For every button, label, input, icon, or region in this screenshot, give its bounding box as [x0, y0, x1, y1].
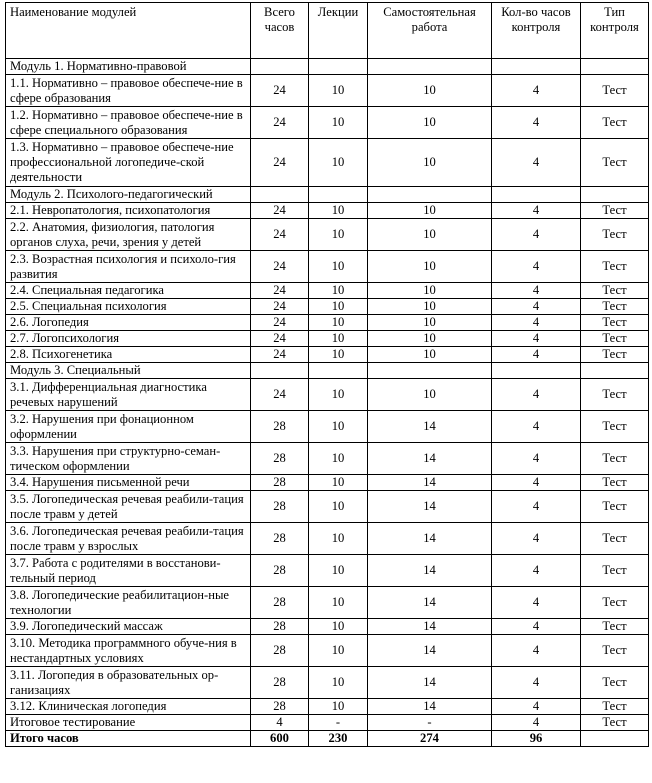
cell-type: Тест — [581, 347, 649, 363]
cell-self: 10 — [368, 379, 492, 411]
cell-type: Тест — [581, 619, 649, 635]
header-self: Самостоятельная работа — [368, 3, 492, 59]
cell-total: 28 — [251, 635, 309, 667]
cell-total: 28 — [251, 699, 309, 715]
cell-control: 4 — [492, 667, 581, 699]
cell-self: 14 — [368, 523, 492, 555]
empty-cell — [309, 187, 368, 203]
cell-lectures: 10 — [309, 315, 368, 331]
table-row — [6, 315, 649, 331]
cell-name: 2.3. Возрастная психология и психоло-гия развития — [6, 251, 251, 283]
cell-name: 3.12. Клиническая логопедия — [6, 699, 251, 715]
cell-lectures: 10 — [309, 555, 368, 587]
cell-type: Тест — [581, 443, 649, 475]
table-row — [6, 491, 649, 523]
empty-cell — [251, 59, 309, 75]
header-lectures: Лекции — [309, 3, 368, 59]
cell-control: 4 — [492, 331, 581, 347]
table-row — [6, 715, 649, 731]
table-row — [6, 75, 649, 107]
module-row — [6, 187, 649, 203]
cell-type: Тест — [581, 555, 649, 587]
cell-self: 10 — [368, 251, 492, 283]
empty-cell — [581, 363, 649, 379]
cell-total: 24 — [251, 139, 309, 187]
cell-control: 4 — [492, 491, 581, 523]
cell-name: 3.1. Дифференциальная диагностика речевых нарушений — [6, 379, 251, 411]
empty-cell — [368, 59, 492, 75]
cell-control: 4 — [492, 587, 581, 619]
cell-self: 14 — [368, 587, 492, 619]
cell-type: Тест — [581, 283, 649, 299]
cell-total: 24 — [251, 299, 309, 315]
cell-type: Тест — [581, 587, 649, 619]
table-row — [6, 347, 649, 363]
cell-total: 28 — [251, 555, 309, 587]
cell-name: 3.5. Логопедическая речевая реабили-тация после травм у детей — [6, 491, 251, 523]
cell-control: 4 — [492, 411, 581, 443]
cell-lectures: 10 — [309, 667, 368, 699]
cell-lectures: 230 — [309, 731, 368, 747]
cell-self: 10 — [368, 283, 492, 299]
cell-lectures: 10 — [309, 411, 368, 443]
table-row — [6, 107, 649, 139]
cell-lectures: 10 — [309, 699, 368, 715]
cell-self: 14 — [368, 555, 492, 587]
cell-self: 10 — [368, 75, 492, 107]
header-control: Кол-во часов контроля — [492, 3, 581, 59]
module-title: Модуль 1. Нормативно-правовой — [6, 59, 251, 75]
cell-total: 28 — [251, 523, 309, 555]
table-row — [6, 523, 649, 555]
cell-self: 10 — [368, 219, 492, 251]
cell-total: 24 — [251, 75, 309, 107]
empty-cell — [251, 187, 309, 203]
module-title: Модуль 2. Психолого-педагогический — [6, 187, 251, 203]
cell-name: 1.2. Нормативно – правовое обеспече-ние в сфере специального образования — [6, 107, 251, 139]
table-row — [6, 219, 649, 251]
cell-total: 4 — [251, 715, 309, 731]
cell-lectures: 10 — [309, 475, 368, 491]
cell-total: 28 — [251, 443, 309, 475]
cell-control: 4 — [492, 475, 581, 491]
cell-name: 2.2. Анатомия, физиология, патология органов слуха, речи, зрения у детей — [6, 219, 251, 251]
cell-self: 14 — [368, 411, 492, 443]
cell-lectures: 10 — [309, 347, 368, 363]
cell-control: 4 — [492, 203, 581, 219]
cell-control: 4 — [492, 75, 581, 107]
table-row — [6, 251, 649, 283]
cell-control: 4 — [492, 299, 581, 315]
cell-control: 96 — [492, 731, 581, 747]
header-name: Наименование модулей — [6, 3, 251, 59]
cell-self: 14 — [368, 443, 492, 475]
cell-name: 2.8. Психогенетика — [6, 347, 251, 363]
cell-lectures: 10 — [309, 203, 368, 219]
cell-type: Тест — [581, 699, 649, 715]
header-row — [6, 3, 649, 59]
cell-control: 4 — [492, 139, 581, 187]
cell-total: 24 — [251, 107, 309, 139]
cell-total: 28 — [251, 475, 309, 491]
cell-name: 3.7. Работа с родителями в восстанови-тельный период — [6, 555, 251, 587]
cell-control: 4 — [492, 251, 581, 283]
cell-type: Тест — [581, 715, 649, 731]
table-row — [6, 619, 649, 635]
cell-control: 4 — [492, 315, 581, 331]
cell-name: 3.9. Логопедический массаж — [6, 619, 251, 635]
cell-total: 24 — [251, 251, 309, 283]
cell-name: 1.3. Нормативно – правовое обеспече-ние профессиональной логопедиче-ской деятельности — [6, 139, 251, 187]
header-type: Тип контроля — [581, 3, 649, 59]
cell-type: Тест — [581, 299, 649, 315]
cell-name: Итоговое тестирование — [6, 715, 251, 731]
empty-cell — [581, 187, 649, 203]
cell-control: 4 — [492, 219, 581, 251]
table-row — [6, 139, 649, 187]
cell-type: Тест — [581, 203, 649, 219]
cell-control: 4 — [492, 347, 581, 363]
cell-type: Тест — [581, 139, 649, 187]
cell-lectures: 10 — [309, 635, 368, 667]
cell-self: 10 — [368, 299, 492, 315]
cell-name: 3.11. Логопедия в образовательных ор-ганизациях — [6, 667, 251, 699]
cell-self: 10 — [368, 203, 492, 219]
cell-name: 3.8. Логопедические реабилитацион-ные технологии — [6, 587, 251, 619]
table-row — [6, 699, 649, 715]
cell-lectures: 10 — [309, 219, 368, 251]
table-row — [6, 379, 649, 411]
cell-self: 14 — [368, 699, 492, 715]
cell-name: 3.4. Нарушения письменной речи — [6, 475, 251, 491]
empty-cell — [492, 59, 581, 75]
cell-lectures: 10 — [309, 523, 368, 555]
cell-name: 2.1. Невропатология, психопатология — [6, 203, 251, 219]
table-row — [6, 475, 649, 491]
cell-name: 1.1. Нормативно – правовое обеспече-ние в сфере образования — [6, 75, 251, 107]
cell-total: 28 — [251, 587, 309, 619]
module-row — [6, 363, 649, 379]
cell-control: 4 — [492, 379, 581, 411]
cell-total: 24 — [251, 219, 309, 251]
cell-name: 3.2. Нарушения при фонационном оформлении — [6, 411, 251, 443]
cell-self: 10 — [368, 315, 492, 331]
cell-lectures: - — [309, 715, 368, 731]
empty-cell — [251, 363, 309, 379]
cell-self: 10 — [368, 107, 492, 139]
cell-lectures: 10 — [309, 139, 368, 187]
total-row — [6, 731, 649, 747]
header-total: Всего часов — [251, 3, 309, 59]
cell-self: 14 — [368, 667, 492, 699]
cell-self: 14 — [368, 635, 492, 667]
table-row — [6, 443, 649, 475]
cell-total: 28 — [251, 667, 309, 699]
cell-type: Тест — [581, 75, 649, 107]
cell-control: 4 — [492, 443, 581, 475]
cell-control: 4 — [492, 699, 581, 715]
empty-cell — [492, 363, 581, 379]
cell-total: 24 — [251, 347, 309, 363]
empty-cell — [368, 187, 492, 203]
empty-cell — [581, 59, 649, 75]
cell-type: Тест — [581, 331, 649, 347]
cell-self: 10 — [368, 139, 492, 187]
table-body — [6, 59, 649, 747]
cell-type: Тест — [581, 475, 649, 491]
table-row — [6, 635, 649, 667]
cell-self: - — [368, 715, 492, 731]
table-row — [6, 299, 649, 315]
cell-type: Тест — [581, 315, 649, 331]
cell-self: 274 — [368, 731, 492, 747]
cell-lectures: 10 — [309, 299, 368, 315]
cell-name: Итого часов — [6, 731, 251, 747]
cell-type: Тест — [581, 635, 649, 667]
cell-total: 24 — [251, 379, 309, 411]
cell-total: 24 — [251, 331, 309, 347]
table-row — [6, 411, 649, 443]
cell-type: Тест — [581, 491, 649, 523]
table-row — [6, 331, 649, 347]
cell-control: 4 — [492, 107, 581, 139]
cell-lectures: 10 — [309, 443, 368, 475]
cell-self: 10 — [368, 331, 492, 347]
cell-type: Тест — [581, 251, 649, 283]
cell-total: 24 — [251, 283, 309, 299]
cell-lectures: 10 — [309, 379, 368, 411]
empty-cell — [492, 187, 581, 203]
cell-total: 28 — [251, 411, 309, 443]
cell-lectures: 10 — [309, 491, 368, 523]
cell-control: 4 — [492, 635, 581, 667]
module-row — [6, 59, 649, 75]
curriculum-table — [5, 2, 649, 747]
cell-control: 4 — [492, 523, 581, 555]
cell-self: 14 — [368, 491, 492, 523]
cell-control: 4 — [492, 283, 581, 299]
table-row — [6, 555, 649, 587]
cell-total: 28 — [251, 619, 309, 635]
empty-cell — [309, 59, 368, 75]
empty-cell — [368, 363, 492, 379]
cell-total: 600 — [251, 731, 309, 747]
cell-self: 14 — [368, 475, 492, 491]
cell-name: 2.5. Специальная психология — [6, 299, 251, 315]
cell-total: 28 — [251, 491, 309, 523]
table-row — [6, 203, 649, 219]
empty-cell — [309, 363, 368, 379]
table-row — [6, 667, 649, 699]
cell-name: 2.4. Специальная педагогика — [6, 283, 251, 299]
cell-type: Тест — [581, 667, 649, 699]
cell-type: Тест — [581, 411, 649, 443]
table-row — [6, 587, 649, 619]
cell-total: 24 — [251, 203, 309, 219]
cell-lectures: 10 — [309, 283, 368, 299]
cell-control: 4 — [492, 619, 581, 635]
module-title: Модуль 3. Специальный — [6, 363, 251, 379]
cell-name: 2.6. Логопедия — [6, 315, 251, 331]
cell-lectures: 10 — [309, 587, 368, 619]
cell-type: Тест — [581, 219, 649, 251]
table-row — [6, 283, 649, 299]
cell-lectures: 10 — [309, 619, 368, 635]
cell-lectures: 10 — [309, 251, 368, 283]
cell-total: 24 — [251, 315, 309, 331]
cell-control: 4 — [492, 715, 581, 731]
cell-type: Тест — [581, 523, 649, 555]
cell-type: Тест — [581, 379, 649, 411]
cell-type — [581, 731, 649, 747]
cell-self: 10 — [368, 347, 492, 363]
cell-lectures: 10 — [309, 331, 368, 347]
cell-type: Тест — [581, 107, 649, 139]
cell-name: 3.10. Методика программного обуче-ния в нестандартных условиях — [6, 635, 251, 667]
cell-name: 2.7. Логопсихология — [6, 331, 251, 347]
cell-self: 14 — [368, 619, 492, 635]
cell-lectures: 10 — [309, 75, 368, 107]
cell-name: 3.3. Нарушения при структурно-семан-тическом оформлении — [6, 443, 251, 475]
cell-lectures: 10 — [309, 107, 368, 139]
cell-name: 3.6. Логопедическая речевая реабили-тация после травм у взрослых — [6, 523, 251, 555]
cell-control: 4 — [492, 555, 581, 587]
